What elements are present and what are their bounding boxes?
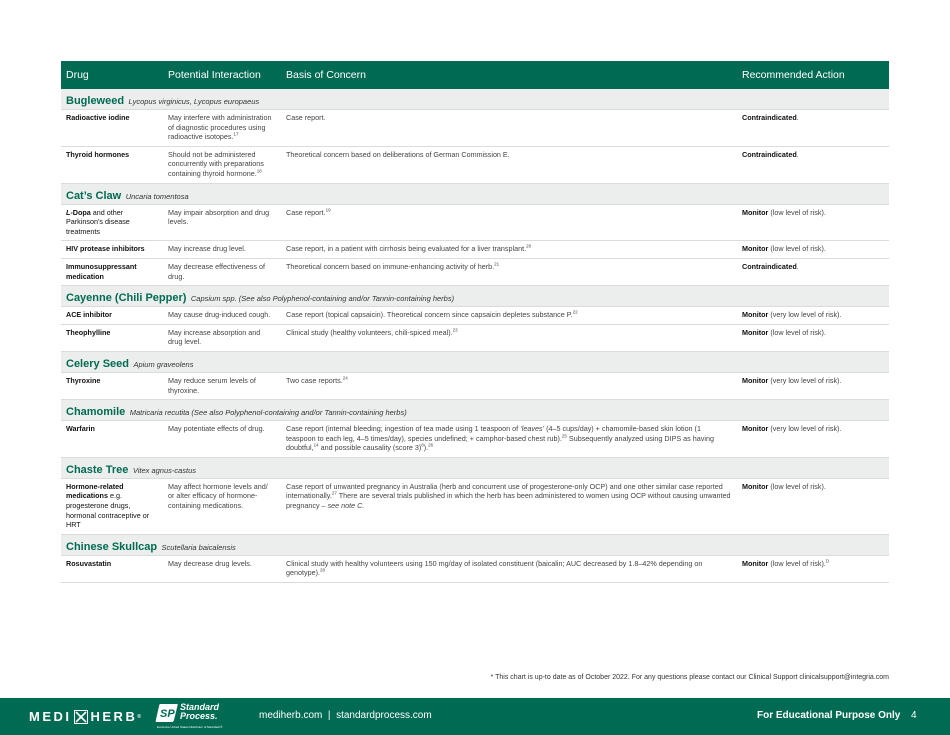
cell-basis-of-concern xyxy=(281,555,737,582)
cell-text: . xyxy=(796,261,799,271)
mediherb-logo-left: MEDI xyxy=(29,709,72,724)
table-row xyxy=(61,555,889,582)
cell-potential-interaction xyxy=(163,372,281,399)
herb-heading xyxy=(61,534,889,555)
standard-process-badge-icon xyxy=(155,703,179,723)
cell-text: May cause drug-induced cough. xyxy=(168,310,271,320)
cell-text: Monitor xyxy=(742,244,769,254)
cell-drug xyxy=(61,555,163,582)
herb-heading xyxy=(61,400,889,421)
cell-text: There are several trials published in which the herb has been administered to women using OCP without causing unwanted pregnancy – xyxy=(286,491,731,511)
cell-potential-interaction xyxy=(163,421,281,458)
cell-drug xyxy=(61,258,163,285)
cell-potential-interaction xyxy=(163,307,281,325)
cell-text: Theoretical concern based on deliberations of German Commission E. xyxy=(286,149,510,159)
cell-text: May potentiate effects of drug. xyxy=(168,424,265,434)
table-row xyxy=(61,258,889,285)
cell-text: ). xyxy=(423,443,429,453)
table-row xyxy=(61,204,889,241)
cell-potential-interaction xyxy=(163,241,281,259)
mediherb-emblem-icon xyxy=(74,710,88,724)
cell-text: Clinical study (healthy volunteers, chili-spiced meal). xyxy=(286,327,453,337)
herb-latin-name: Capsium spp. (See also Polyphenol-containing and/or Tannin-containing herbs) xyxy=(190,294,455,304)
reference-superscript: 19 xyxy=(325,207,331,213)
cell-text: Case report (topical capsaicin). Theoretical concern since capsaicin depletes substance P. xyxy=(286,310,573,320)
standard-process-logo xyxy=(155,703,235,731)
herb-name: Chaste Tree xyxy=(66,463,129,476)
cell-basis-of-concern xyxy=(281,146,737,183)
cell-potential-interaction xyxy=(163,204,281,241)
cell-drug xyxy=(61,110,163,147)
cell-basis-of-concern xyxy=(281,372,737,399)
cell-text: Thyroid hormones xyxy=(66,149,130,159)
table-row xyxy=(61,478,889,534)
cell-text: Monitor xyxy=(742,424,769,434)
table-row xyxy=(61,110,889,147)
cell-text: ACE inhibitor xyxy=(66,310,112,320)
herb-section-row xyxy=(61,351,889,372)
cell-text: L xyxy=(66,207,71,217)
cell-drug xyxy=(61,204,163,241)
cell-recommended-action xyxy=(737,110,889,147)
cell-drug xyxy=(61,478,163,534)
cell-text: Rosuvastatin xyxy=(66,558,112,568)
cell-drug xyxy=(61,372,163,399)
table-header xyxy=(61,61,889,89)
cell-text: May increase absorption and drug level. xyxy=(168,327,261,347)
cell-recommended-action xyxy=(737,324,889,351)
herb-section-row xyxy=(61,183,889,204)
cell-text: (very low level of risk). xyxy=(768,310,842,320)
reference-superscript: 21 xyxy=(494,261,500,267)
cell-text: May decrease effectiveness of drug. xyxy=(168,261,265,281)
herb-section-row xyxy=(61,400,889,421)
cell-potential-interaction xyxy=(163,478,281,534)
herb-heading xyxy=(61,351,889,372)
cell-recommended-action xyxy=(737,478,889,534)
cell-text: Contraindicated xyxy=(742,113,797,122)
cell-drug xyxy=(61,307,163,325)
herb-name: Bugleweed xyxy=(66,95,125,107)
reference-superscript: 22 xyxy=(572,309,578,315)
herb-latin-name: Uncaria tomentosa xyxy=(125,191,189,201)
cell-text: Contraindicated xyxy=(742,261,797,271)
herb-section-row xyxy=(61,534,889,555)
cell-text: May increase drug level. xyxy=(168,244,246,254)
cell-text: Case report of unwanted pregnancy in Australia (herb and concurrent use of progesterone-only OCP) and one other similar case reported internationally. xyxy=(286,481,723,501)
cell-text: ‘leaves’ xyxy=(520,424,545,434)
cell-potential-interaction xyxy=(163,555,281,582)
cell-recommended-action xyxy=(737,204,889,241)
cell-text: (low level of risk). xyxy=(768,244,826,254)
cell-text: see note C. xyxy=(327,501,365,511)
cell-text: . xyxy=(796,113,799,122)
herb-heading xyxy=(61,457,889,478)
reference-superscript: 24 xyxy=(342,375,348,381)
cell-recommended-action xyxy=(737,421,889,458)
cell-text: May decrease drug levels. xyxy=(168,558,252,568)
cell-text: Warfarin xyxy=(66,424,95,434)
reference-superscript: 26 xyxy=(428,442,434,448)
reference-superscript: 20 xyxy=(526,243,532,249)
mediherb-logo-right: HERB xyxy=(90,709,138,724)
cell-basis-of-concern xyxy=(281,258,737,285)
herb-latin-name: Vitex agnus-castus xyxy=(132,465,197,475)
header-potential-interaction: Potential Interaction xyxy=(163,61,281,89)
cell-recommended-action xyxy=(737,307,889,325)
cell-potential-interaction xyxy=(163,110,281,147)
herb-name: Cayenne (Chili Pepper) xyxy=(66,292,187,305)
cell-potential-interaction xyxy=(163,146,281,183)
cell-text: Hormone-related medications xyxy=(66,481,124,501)
reference-superscript: 28 xyxy=(319,568,325,574)
reference-superscript: 14 xyxy=(313,442,319,448)
cell-text: Monitor xyxy=(742,558,769,568)
cell-text: HIV protease inhibitors xyxy=(66,244,145,254)
cell-text: Monitor xyxy=(742,481,769,491)
herb-heading xyxy=(61,89,889,110)
cell-text: (low level of risk). xyxy=(768,481,826,491)
cell-text: and possible causality (score 3) xyxy=(318,443,422,453)
footnote: * This chart is up-to date as of October 2022. For any questions please contact our Clinical Support clinicalsupport@integria.com xyxy=(490,674,889,681)
cell-text: Theoretical concern based on immune-enhancing activity of herb. xyxy=(286,261,495,271)
herb-name: Cat’s Claw xyxy=(66,189,122,202)
cell-text: Contraindicated xyxy=(742,149,797,159)
page-footer xyxy=(0,698,950,735)
cell-text: -Dopa xyxy=(70,207,91,217)
table-row xyxy=(61,307,889,325)
cell-text: Should not be administered concurrently with preparations containing thyroid hormone. xyxy=(168,149,264,178)
cell-recommended-action xyxy=(737,241,889,259)
cell-text: (4–5 cups/day) + chamomile-based skin lotion (1 teaspoon to each leg, 4–5 times/day), species undefined; + camphor-based chest rub). xyxy=(286,424,701,443)
cell-basis-of-concern xyxy=(281,324,737,351)
herb-name: Celery Seed xyxy=(66,357,129,370)
cell-text: Radioactive iodine xyxy=(66,113,130,122)
cell-text: Thyroxine xyxy=(66,375,101,385)
cell-text: May impair absorption and drug levels. xyxy=(168,207,270,227)
cell-text: May affect hormone levels and/ or alter efficacy of hormone-containing medications. xyxy=(168,481,268,511)
standard-process-tagline: Exclusive United States Distributor of MediHerb® xyxy=(157,725,223,729)
herb-heading xyxy=(61,286,889,307)
reference-superscript: 18 xyxy=(256,168,262,174)
cell-text: Clinical study with healthy volunteers using 150 mg/day of isolated constituent (baicalin; AUC decreased by 1.8–42% depending on genotype). xyxy=(286,558,703,578)
cell-text: Two case reports. xyxy=(286,375,343,385)
cell-drug xyxy=(61,324,163,351)
cell-text: May reduce serum levels of thyroxine. xyxy=(168,375,256,395)
reference-superscript: 17 xyxy=(233,131,239,137)
herb-section-row xyxy=(61,286,889,307)
herb-heading xyxy=(61,183,889,204)
cell-basis-of-concern xyxy=(281,478,737,534)
herb-section-row xyxy=(61,457,889,478)
herb-name: Chinese Skullcap xyxy=(66,540,158,553)
cell-text: e.g. progesterone drugs, hormonal contraceptive or HRT xyxy=(66,491,150,530)
standard-process-wordmark: Standard Process. xyxy=(180,702,220,721)
page-number: 4 xyxy=(911,710,917,721)
table-body xyxy=(61,89,889,583)
reference-superscript: 27 xyxy=(331,491,337,497)
table-row xyxy=(61,421,889,458)
herb-name: Chamomile xyxy=(66,406,126,419)
cell-text: Theophylline xyxy=(66,327,111,337)
cell-text: . xyxy=(796,149,799,159)
cell-text: Monitor xyxy=(742,310,769,320)
header-recommended-action: Recommended Action xyxy=(737,61,889,89)
cell-basis-of-concern xyxy=(281,241,737,259)
table-row xyxy=(61,324,889,351)
cell-drug xyxy=(61,146,163,183)
cell-text: (very low level of risk). xyxy=(768,424,842,434)
cell-recommended-action xyxy=(737,372,889,399)
herb-latin-name: Apium graveolens xyxy=(133,359,194,369)
herb-latin-name: Matricaria recutita (See also Polyphenol-containing and/or Tannin-containing herbs) xyxy=(129,408,407,418)
herb-latin-name: Lycopus virginicus, Lycopus europaeus xyxy=(128,97,260,106)
table-row xyxy=(61,146,889,183)
cell-text: (low level of risk). xyxy=(768,207,826,217)
cell-text: Case report (internal bleeding; ingestion of tea made using 1 teaspoon of xyxy=(286,424,521,434)
herb-latin-name: Scutellaria baicalensis xyxy=(161,542,236,552)
cell-text: Monitor xyxy=(742,375,769,385)
cell-recommended-action xyxy=(737,258,889,285)
table-row xyxy=(61,372,889,399)
footer-websites: mediherb.com | standardprocess.com xyxy=(259,710,432,721)
reference-superscript: D xyxy=(825,558,830,564)
reference-superscript: 25 xyxy=(561,433,567,439)
svg-text:SP: SP xyxy=(160,708,175,720)
cell-text: Case report. xyxy=(286,113,326,122)
cell-text: Subsequently analyzed using DIPS as having doubtful, xyxy=(286,433,714,453)
cell-text: and other Parkinson’s disease treatments xyxy=(66,207,130,236)
reference-superscript: 8 xyxy=(421,442,424,448)
herb-section-row xyxy=(61,89,889,110)
cell-recommended-action xyxy=(737,555,889,582)
cell-text: Case report, in a patient with cirrhosis being evaluated for a liver transplant. xyxy=(286,244,527,254)
cell-text: (low level of risk). xyxy=(768,558,826,568)
cell-text: (low level of risk). xyxy=(768,327,826,337)
cell-basis-of-concern xyxy=(281,421,737,458)
cell-drug xyxy=(61,421,163,458)
cell-drug xyxy=(61,241,163,259)
mediherb-logo: MEDI HERB ® xyxy=(29,709,142,724)
cell-text: Monitor xyxy=(742,327,769,337)
reference-superscript: 23 xyxy=(452,327,458,333)
table-row xyxy=(61,241,889,259)
cell-potential-interaction xyxy=(163,258,281,285)
cell-potential-interaction xyxy=(163,324,281,351)
cell-recommended-action xyxy=(737,146,889,183)
cell-text: May interfere with administration of diagnostic procedures using radioactive isotopes. xyxy=(168,113,272,142)
cell-text: Immunosuppressant medication xyxy=(66,261,137,281)
cell-basis-of-concern xyxy=(281,307,737,325)
herb-drug-interaction-table xyxy=(61,61,889,583)
educational-purpose-label: For Educational Purpose Only xyxy=(757,710,901,721)
cell-text: Case report. xyxy=(286,207,326,217)
cell-text: Monitor xyxy=(742,207,769,217)
header-drug: Drug xyxy=(61,61,163,89)
header-basis-of-concern: Basis of Concern xyxy=(281,61,737,89)
cell-basis-of-concern xyxy=(281,204,737,241)
cell-basis-of-concern xyxy=(281,110,737,147)
cell-text: (very low level of risk). xyxy=(768,375,842,385)
